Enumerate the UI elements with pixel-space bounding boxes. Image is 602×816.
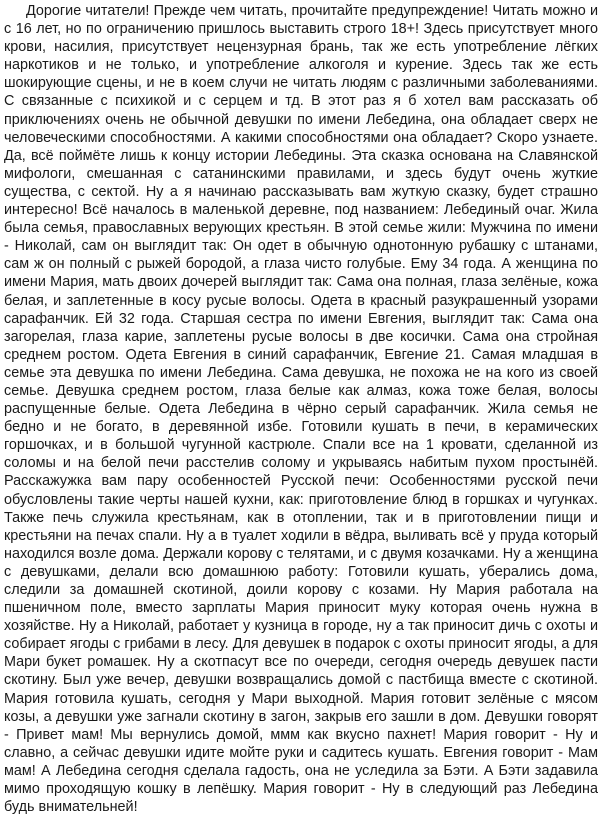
story-text: Дорогие читатели! Прежде чем читать, прочитайте предупреждение! Читать можно и с 16 лет, но по ограничению пришлось выставить строго 18+! Здесь присутствует много крови, насилия, присутствует нецензурная брань, так же есть употребление лёгких наркотиков и не только, и употребление алкоголя и курение. Здесь так же есть шокирующие сцены, и не в коем случи не читать людям с различными заболеваниями. С связанные с психикой и с серцем и тд. В этот раз я б хотел вам рассказать об приключениях очень не обычной девушки по имени Лебедина, она обладает сверх не человеческими способностями. А какими способностями она обладает? Скоро узнаете. Да, всё поймёте лишь к концу истории Лебедины. Эта сказка основана на Славянской мифологи, смешанная с сатанинскими правилами, и здесь будут очень жуткие существа, с сектой. Ну а я начинаю рассказывать вам жуткую сказку, будет страшно интересно! Всё началось в маленькой деревне, под названием: Лебединый очаг. Жила была семья, православных верующих крестьян. В этой семье жили: Мужчина по имени - Николай, сам он выглядит так: Он одет в обычную однотонную рубашку с штанами, сам ж он полный с рыжей бородой, а глаза чисто голубые. Ему 34 года. А женщина по имени Мария, мать двоих дочерей выглядит так: Сама она полная, глаза зелёные, кожа белая, и заплетенные в косу русые волосы. Одета в красный разукрашенный узорами сарафанчик. Ей 32 года. Старшая сестра по имени Евгения, выглядит так: Сама она загорелая, глаза карие, заплетены русые волосы в две косички. Сама она стройная среднем ростом. Одета Евгения в синий сарафанчик, Евгение 21. Самая младшая в семье эта девушка по имени Лебедина. Сама девушка, не похожа не на кого из своей семье. Девушка среднем ростом, глаза белые как алмаз, кожа тоже белая, волосы распущенные белые. Одета Лебедина в чёрно серый сарафанчик. Жила семья не бедно и не богато, в деревянной избе. Готовили кушать в печи, в керамических горшочках, и в большой чугунной кастрюле. Спали все на 1 кровати, сделанной из соломы и на белой печи расстелив солому и укрываясь набитым пухом простынёй. Расскажужка вам пару особенностей Русской печи: Особенностями русской печи обусловлены такие черты нашей кухни, как: приготовление блюд в горшках и чугунках. Также печь служила крестьянам, как в отоплении, так и в приготовлении пищи и крестьяни на печах спали. Ну а в туалет ходили в вёдра, выливать всё у пруда который находился возле дома. Держали корову с телятами, и с двумя козачками. Ну а женщина с девушками, делали всю домашнюю работу: Готовили кушать, уберались дома, следили за домашней скотиной, доили корову с козами. Ну Мария работала на пшеничном поле, вместо зарплаты Мария приносит муку которая очень нужна в хозяйстве. Ну а Николай, работает у кузница в городе, ну а так приносит дичь с охоты и собирает ягоды с грибами в лесу. Для девушек в подарок с охоты приносит ягоды, а для Мари букет ромашек. Ну а скотпасут все по очереди, сегодня очередь девушек пасти скотину. Был уже вечер, девушки возвращались домой с пастбища вместе с скотиной. Мария готовила кушать, сегодня у Мари выходной. Мария готовит зелёные с мясом козы, а девушки уже загнали скотину в загон, закрыв его зашли в дом. Девушки говорят - Привет мам! Мы вернулись домой, ммм как вкусно пахнет! Мария говорит - Ну и славно, а сейчас девушки идите мойте руки и садитесь кушать. Евгения говорит - Мам мам! А Лебедина сегодня сделала гадость, она не уследила за Бэти. А Бэти задавила мимо проходящую кошку в лепёшку. Мария говорит - Ну в следующий раз Лебедина будь внимательней! xyxy=(4,3,598,816)
